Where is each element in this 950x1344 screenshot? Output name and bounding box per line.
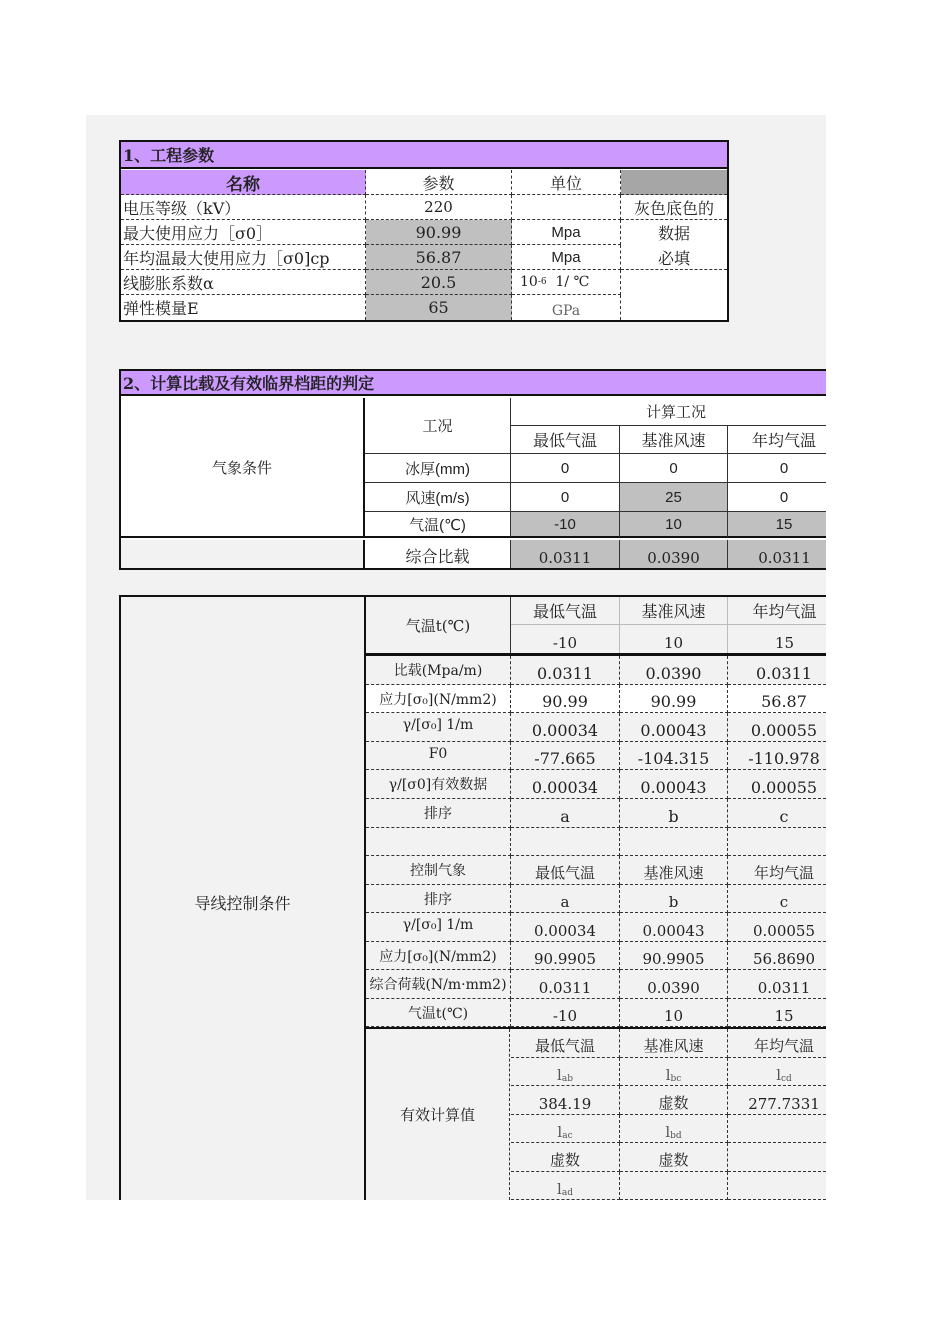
param-value[interactable]: 20.5	[366, 270, 512, 295]
row-label: γ/[σ₀] 1/m	[366, 913, 511, 942]
row-value: 0.00034	[511, 913, 620, 942]
ice-value[interactable]: 0	[511, 454, 620, 483]
load-label: 综合比载	[365, 540, 511, 568]
span-subscript: ad	[561, 1188, 573, 1198]
temp-value: -10	[511, 625, 620, 653]
effective-value: 虚数	[511, 1143, 620, 1172]
row-value: c	[728, 799, 826, 828]
row-label: 气温t(℃)	[366, 999, 511, 1027]
span-symbol: l	[776, 1066, 781, 1084]
row-label: 应力[σ₀](N/mm2)	[366, 942, 511, 970]
param-name: 弹性模量E	[121, 295, 366, 320]
section2-title: 2、计算比载及有效临界档距的判定	[121, 371, 826, 396]
row-value	[620, 828, 728, 856]
calc-condition-group: 计算工况	[511, 398, 826, 426]
row-label-ice: 冰厚(mm)	[365, 454, 511, 483]
effective-value	[728, 1058, 826, 1086]
note-text: 数据	[621, 220, 727, 245]
row-label: 排序	[366, 799, 511, 828]
header-param: 参数	[366, 170, 512, 195]
param-unit: Mpa	[512, 245, 621, 270]
unit-exponent: -6	[537, 277, 547, 287]
row-value	[728, 828, 826, 856]
conductor-control-label: 导线控制条件	[121, 597, 366, 1200]
span-subscript: bc	[670, 1074, 682, 1084]
load-value: 0.0390	[620, 540, 728, 568]
row-value: 最低气温	[511, 856, 620, 885]
weather-conditions-label: 气象条件	[121, 398, 365, 538]
row-label: F0	[366, 742, 511, 770]
span-symbol: l	[557, 1123, 563, 1141]
row-label: γ/[σ₀] 1/m	[366, 713, 511, 742]
load-row-empty	[121, 540, 365, 568]
note-text	[621, 270, 727, 295]
row-value: 0.00043	[620, 913, 728, 942]
row-label: γ/[σ0]有效数据	[366, 770, 511, 799]
row-value: -110.978	[728, 742, 826, 770]
row-label	[366, 828, 511, 856]
row-value: 0.00055	[728, 770, 826, 799]
header-name: 名称	[121, 170, 366, 195]
span-subscript: ac	[562, 1131, 573, 1141]
param-unit: GPa	[512, 295, 621, 320]
row-label: 排序	[366, 885, 511, 913]
param-value[interactable]: 65	[366, 295, 512, 320]
row-value: 56.8690	[728, 942, 826, 970]
effective-value: 年均气温	[728, 1029, 826, 1058]
row-value: 基准风速	[620, 856, 728, 885]
row-value: 15	[728, 999, 826, 1027]
row-label: 控制气象	[366, 856, 511, 885]
row-value	[511, 828, 620, 856]
row-value: 0.0311	[728, 970, 826, 999]
section1-title: 1、工程参数	[121, 142, 727, 169]
span-subscript: bd	[670, 1131, 682, 1141]
effective-value	[620, 1172, 728, 1200]
load-value: 0.0311	[728, 540, 826, 568]
header-note	[621, 170, 727, 195]
row-value: 90.9905	[511, 942, 620, 970]
load-value: 0.0311	[511, 540, 620, 568]
row-label: 综合荷载(N/m·mm2)	[366, 970, 511, 999]
effective-value	[620, 1115, 728, 1143]
note-text: 灰色底色的	[621, 195, 727, 220]
param-name: 电压等级（kV）	[121, 195, 366, 220]
header-unit: 单位	[512, 170, 621, 195]
row-value: 0.0390	[620, 656, 728, 685]
span-symbol: l	[665, 1123, 671, 1141]
effective-value	[511, 1115, 620, 1143]
row-value: 90.9905	[620, 942, 728, 970]
row-value: a	[511, 799, 620, 828]
row-value: 90.99	[511, 685, 620, 713]
row-value: 0.0311	[728, 656, 826, 685]
effective-value	[728, 1115, 826, 1143]
col-header-base-wind: 基准风速	[620, 426, 728, 454]
unit-base: 10	[520, 274, 538, 290]
param-unit	[512, 195, 621, 220]
row-value: 0.0311	[511, 656, 620, 685]
row-value: 0.0390	[620, 970, 728, 999]
row-value: 0.00055	[728, 713, 826, 742]
note-text: 必填	[621, 245, 727, 270]
temp-value[interactable]: 15	[728, 512, 826, 538]
span-subscript: cd	[781, 1074, 792, 1084]
row-value: 0.00055	[728, 913, 826, 942]
param-name: 线膨胀系数α	[121, 270, 366, 295]
row-value: -10	[511, 999, 620, 1027]
span-subscript: ab	[561, 1074, 573, 1084]
effective-value: 虚数	[620, 1086, 728, 1115]
row-value: -104.315	[620, 742, 728, 770]
temp-value: 10	[620, 625, 728, 653]
ice-value[interactable]: 0	[728, 454, 826, 483]
temp-header-label: 气温t(℃)	[366, 597, 511, 653]
row-label: 应力[σ₀](N/mm2)	[366, 685, 511, 713]
effective-value: 基准风速	[620, 1029, 728, 1058]
span-symbol: l	[665, 1066, 671, 1084]
row-value: 年均气温	[728, 856, 826, 885]
row-value: c	[728, 885, 826, 913]
param-unit: Mpa	[512, 220, 621, 245]
col-header-annual-temp: 年均气温	[728, 426, 826, 454]
col-header-lowest-temp: 最低气温	[511, 426, 620, 454]
wind-value[interactable]: 0	[511, 483, 620, 512]
row-value: 0.00034	[511, 770, 620, 799]
effective-value	[728, 1172, 826, 1200]
row-label-wind: 风速(m/s)	[365, 483, 511, 512]
temp-value[interactable]: 10	[620, 512, 728, 538]
col-header: 基准风速	[620, 597, 728, 625]
effective-value: 最低气温	[511, 1029, 620, 1058]
row-value: 56.87	[728, 685, 826, 713]
span-symbol: l	[557, 1066, 562, 1084]
wind-value[interactable]: 0	[728, 483, 826, 512]
effective-value	[511, 1058, 620, 1086]
effective-values-label: 有效计算值	[366, 1029, 510, 1200]
spreadsheet-area	[86, 115, 826, 1200]
param-name: 年均温最大使用应力［σ0]cp	[121, 245, 366, 270]
effective-value	[728, 1143, 826, 1172]
row-value: b	[620, 885, 728, 913]
col-header: 最低气温	[511, 597, 620, 625]
param-value[interactable]: 90.99	[366, 220, 512, 245]
note-text	[621, 295, 727, 320]
effective-value: 277.7331	[728, 1086, 826, 1115]
param-value[interactable]: 220	[366, 195, 512, 220]
col-header: 年均气温	[728, 597, 826, 625]
wind-value[interactable]: 25	[620, 483, 728, 512]
row-value: b	[620, 799, 728, 828]
param-name: 最大使用应力［σ0］	[121, 220, 366, 245]
temp-value[interactable]: -10	[511, 512, 620, 538]
row-value: 0.00043	[620, 770, 728, 799]
row-value: 10	[620, 999, 728, 1027]
row-value: 0.00034	[511, 713, 620, 742]
param-unit	[512, 270, 621, 295]
effective-value: 虚数	[620, 1143, 728, 1172]
effective-value	[620, 1058, 728, 1086]
row-value: 0.00043	[620, 713, 728, 742]
row-value: 0.0311	[511, 970, 620, 999]
param-value[interactable]: 56.87	[366, 245, 512, 270]
effective-value	[511, 1172, 620, 1200]
row-value: a	[511, 885, 620, 913]
row-label-temp: 气温(℃)	[365, 512, 511, 538]
row-value: -77.665	[511, 742, 620, 770]
row-value: 90.99	[620, 685, 728, 713]
temp-value: 15	[728, 625, 826, 653]
row-label: 比载(Mpa/m)	[366, 656, 511, 685]
ice-value[interactable]: 0	[620, 454, 728, 483]
effective-value: 384.19	[511, 1086, 620, 1115]
condition-label: 工况	[365, 398, 511, 454]
span-symbol: l	[557, 1180, 562, 1198]
unit-rest: 1/ ℃	[555, 274, 590, 290]
